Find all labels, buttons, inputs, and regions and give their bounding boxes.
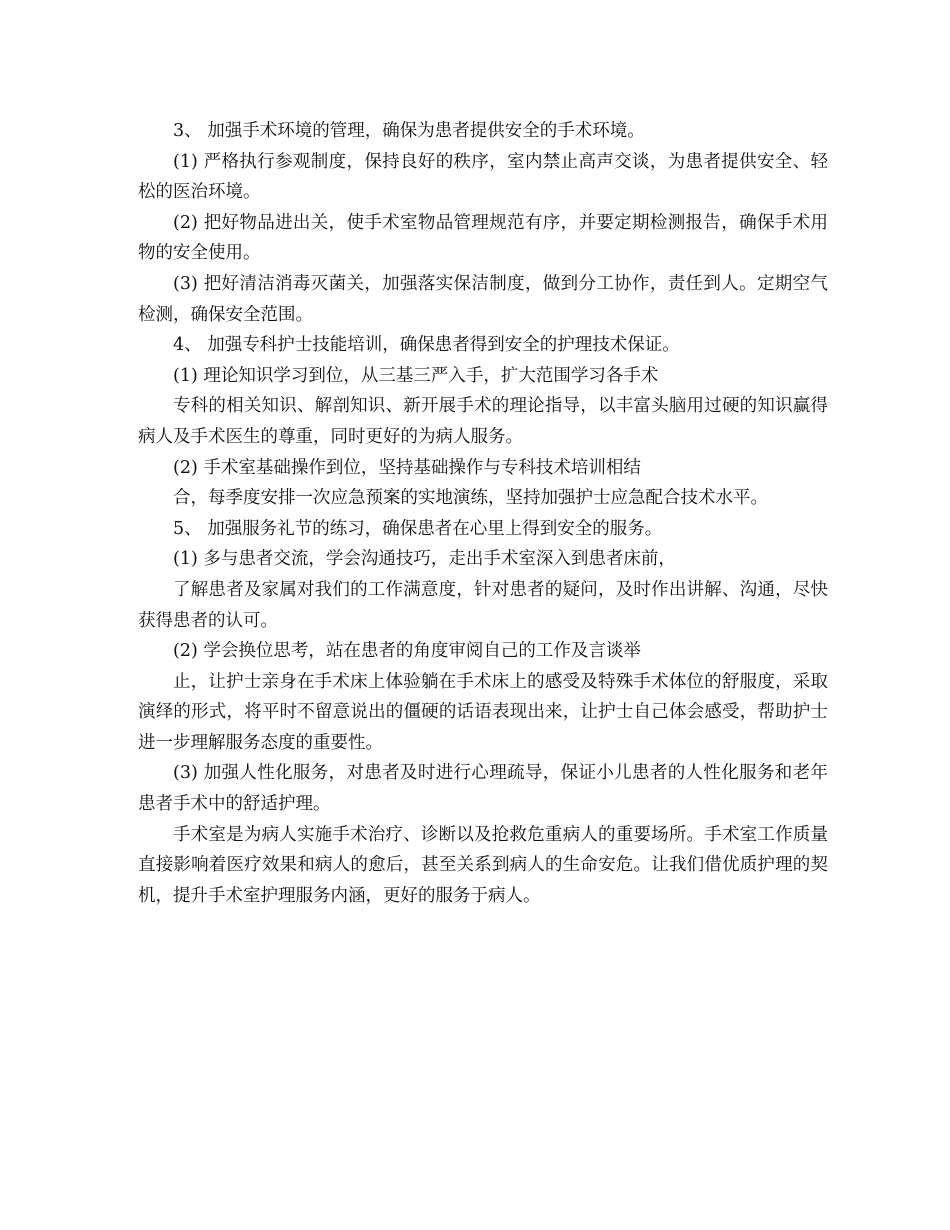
section-heading-3: 3、 加强手术环境的管理，确保为患者提供安全的手术环境。 bbox=[173, 121, 645, 141]
paragraph-item: (3) 加强人性化服务，对患者及时进行心理疏导，保证小儿患者的人性化服务和老年患者手术中的舒适护理。 bbox=[138, 763, 828, 815]
paragraph-text: 专科的相关知识、解剖知识、新开展手术的理论指导，以丰富头脑用过硬的知识赢得病人及手术医生的尊重，同时更好的为病人服务。 bbox=[138, 396, 828, 447]
paragraph-text: 合，每季度安排一次应急预案的实地演练，坚持加强护士应急配合技术水平。 bbox=[173, 488, 768, 509]
paragraph-item: (3) 把好清洁消毒灭菌关，加强落实保洁制度，做到分工协作，责任到人。定期空气检测，确保安全范围。 bbox=[138, 273, 828, 325]
paragraph-item: (1) 理论知识学习到位，从三基三严入手，扩大范围学习各手术 bbox=[173, 365, 659, 386]
paragraph-item: (2) 把好物品进出关，使手术室物品管理规范有序，并要定期检测报告，确保手术用物的安全使用。 bbox=[138, 212, 828, 264]
paragraph-text: 止，让护士亲身在手术床上体验躺在手术床上的感受及特殊手术体位的舒服度，采取演绎的形式，将平时不留意说出的僵硬的话语表现出来，让护士自己体会感受，帮助护士进一步理解服务态度的重要性。 bbox=[138, 671, 828, 753]
paragraph-item: (1) 严格执行参观制度，保持良好的秩序，室内禁止高声交谈，为患者提供安全、轻松的医治环境。 bbox=[138, 151, 828, 203]
paragraph-item: (2) 手术室基础操作到位，坚持基础操作与专科技术培训相结 bbox=[173, 457, 641, 478]
section-heading-5: 5、 加强服务礼节的练习，确保患者在心里上得到安全的服务。 bbox=[173, 518, 663, 539]
closing-paragraph: 手术室是为病人实施手术治疗、诊断以及抢救危重病人的重要场所。手术室工作质量直接影响着医疗效果和病人的愈后，甚至关系到病人的生命安危。让我们借优质护理的契机，提升手术室护理服务内涵，更好的服务于病人。 bbox=[138, 824, 828, 906]
paragraph-item: (1) 多与患者交流，学会沟通技巧，走出手术室深入到患者床前， bbox=[173, 549, 676, 570]
paragraph-text: 了解患者及家属对我们的工作满意度，针对患者的疑问，及时作出讲解、沟通，尽快获得患者的认可。 bbox=[138, 579, 828, 631]
document-body bbox=[138, 116, 828, 911]
section-heading-4: 4、 加强专科护士技能培训，确保患者得到安全的护理技术保证。 bbox=[173, 335, 680, 356]
paragraph-item: (2) 学会换位思考，站在患者的角度审阅自己的工作及言谈举 bbox=[173, 641, 641, 662]
